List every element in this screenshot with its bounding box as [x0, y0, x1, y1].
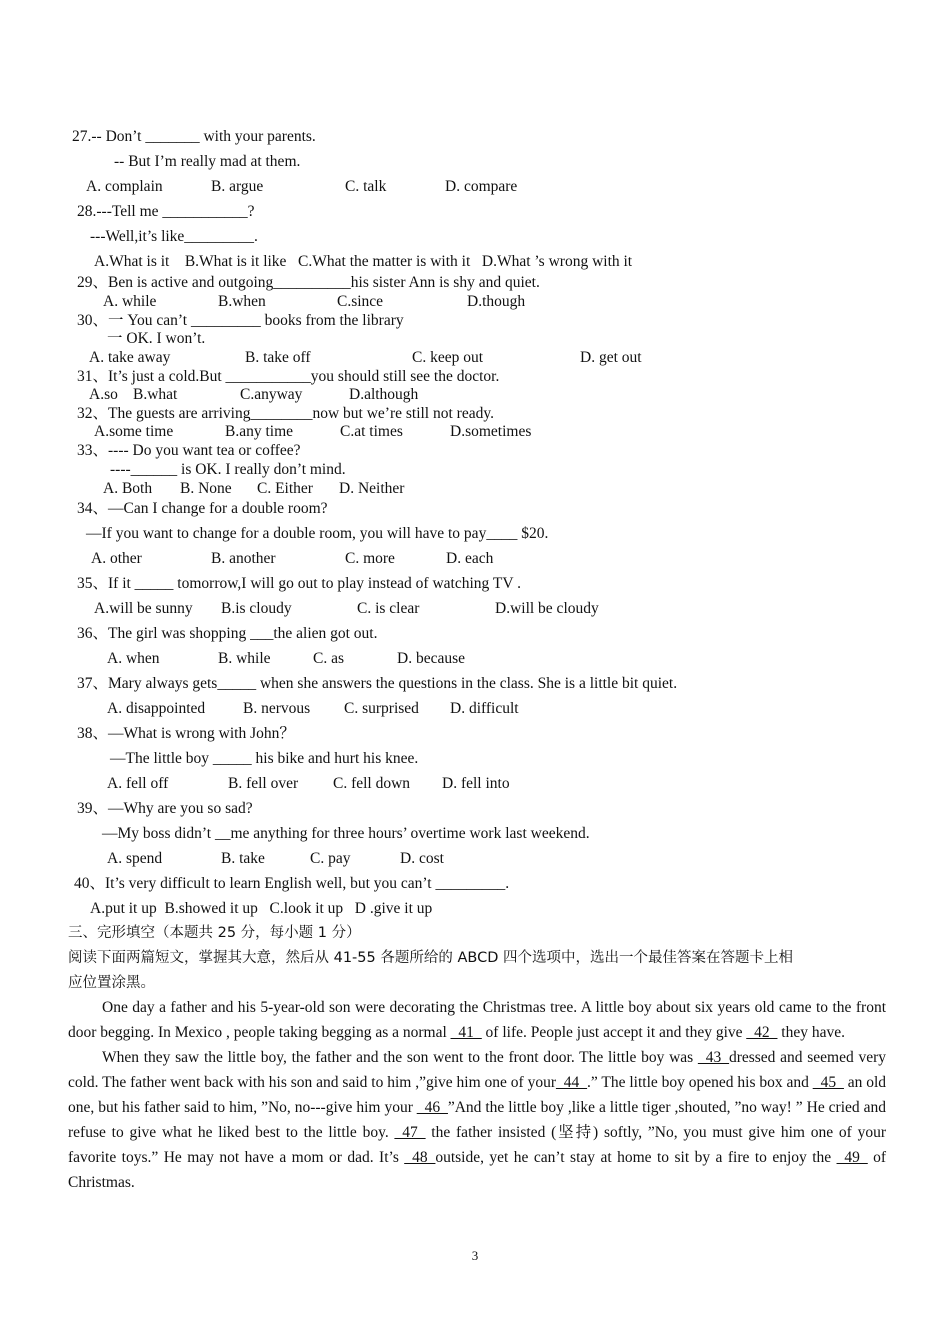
q37-option-b: B. nervous [243, 700, 311, 717]
q35-option-b: B.is cloudy [221, 600, 292, 617]
q40-stem: 40、It’s very difficult to learn English well, but you can’t _________. [74, 875, 510, 892]
q28-options: A.What is it B.What is it like C.What the matter is with it D.What ’s wrong with it [94, 253, 633, 270]
q29-option-d: D.though [467, 293, 526, 310]
q27-option-d: D. compare [445, 178, 518, 195]
q31-option-c: C.anyway [240, 386, 303, 403]
q27-option-b: B. argue [211, 178, 264, 195]
q37-option-c: C. surprised [344, 700, 419, 717]
q40-options: A.put it up B.showed it up C.look it up D .give it up [90, 900, 433, 917]
section3-instruction-line1: 阅读下面两篇短文，掌握其大意，然后从 41-55 各题所给的 ABCD 四个选项中，选出一个最佳答案在答题卡上相 [68, 950, 793, 966]
q33-reply: ----______ is OK. I really don’t mind. [110, 461, 346, 478]
q36-option-d: D. because [397, 650, 465, 667]
q31-option-a: A.so [89, 386, 118, 403]
q37-option-d: D. difficult [450, 700, 519, 717]
q39-option-d: D. cost [400, 850, 444, 867]
q39-stem: 39、—Why are you so sad? [77, 800, 253, 817]
q32-option-b: B.any time [225, 423, 294, 440]
blank-44: _44_ [556, 1074, 588, 1091]
q31-option-d: D.although [349, 386, 419, 403]
q31-option-b: B.what [133, 386, 178, 403]
blank-48: _48_ [404, 1149, 436, 1166]
q39-option-a: A. spend [107, 850, 163, 867]
q34-stem: 34、—Can I change for a double room? [77, 500, 328, 517]
q36-option-b: B. while [218, 650, 271, 667]
q32-option-d: D.sometimes [450, 423, 532, 440]
page-number: 3 [471, 1248, 479, 1263]
blank-41: _41_ [450, 1024, 482, 1041]
q31-stem: 31、It’s just a cold.But ___________you should still see the doctor. [77, 368, 500, 385]
q34-option-d: D. each [446, 550, 494, 567]
q29-option-c: C.since [337, 293, 384, 310]
blank-49: _49_ [836, 1149, 868, 1166]
q38-reply: —The little boy _____ his bike and hurt his knee. [110, 750, 419, 767]
q29-stem: 29、Ben is active and outgoing__________his sister Ann is shy and quiet. [77, 274, 540, 291]
q35-stem: 35、If it _____ tomorrow,I will go out to play instead of watching TV . [77, 575, 521, 592]
blank-42: _42_ [746, 1024, 778, 1041]
q33-option-c: C. Either [257, 480, 313, 497]
q27-option-c: C. talk [345, 178, 387, 195]
q36-option-a: A. when [107, 650, 160, 667]
q38-option-b: B. fell over [228, 775, 299, 792]
q33-option-d: D. Neither [339, 480, 405, 497]
q27-reply: -- But I’m really mad at them. [114, 153, 301, 170]
q28-reply: ---Well,it’s like_________. [90, 228, 258, 245]
section3-heading: 三、完形填空（本题共 25 分，每小题 1 分） [68, 925, 361, 941]
q39-option-c: C. pay [310, 850, 351, 867]
q32-stem: 32、The guests are arriving________now but we’re still not ready. [77, 405, 494, 422]
q38-option-d: D. fell into [442, 775, 510, 792]
q35-option-c: C. is clear [357, 600, 420, 617]
q30-option-c: C. keep out [412, 349, 484, 366]
q28-stem: 28.---Tell me ___________? [77, 203, 255, 220]
blank-45: _45_ [812, 1074, 844, 1091]
cloze-passage [68, 995, 886, 1195]
q34-option-c: C. more [345, 550, 395, 567]
passage-paragraph-1: One day a father and his 5-year-old son were decorating the Christmas tree. A little boy about six years old came to the front door begging. In Mexico , people taking begging as a normal _41_ of life. People just accept it and they give _42_ they have. [68, 999, 886, 1041]
q38-stem: 38、—What is wrong with John？ [77, 725, 295, 742]
q32-option-a: A.some time [94, 423, 174, 440]
q30-stem: 30、一 You can’t _________ books from the library [77, 312, 404, 329]
q34-option-b: B. another [211, 550, 276, 567]
q38-option-a: A. fell off [107, 775, 169, 792]
q33-option-b: B. None [180, 480, 232, 497]
q39-reply: —My boss didn’t __me anything for three hours’ overtime work last weekend. [102, 825, 590, 842]
q35-option-d: D.will be cloudy [495, 600, 599, 617]
q27-stem: 27.-- Don’t _______ with your parents. [72, 128, 316, 145]
q34-option-a: A. other [91, 550, 142, 567]
blank-46: _46_ [416, 1099, 448, 1116]
q32-option-c: C.at times [340, 423, 403, 440]
q30-option-a: A. take away [89, 349, 171, 366]
q36-stem: 36、The girl was shopping ___the alien got out. [77, 625, 378, 642]
passage-paragraph-2: When they saw the little boy, the father and the son went to the front door. The little boy was _43_dressed and seemed very cold. The father went back with his son and said to him ,”give him one of your_44_.” The little boy opened his box and _45_ an old one, but his father said to him, ”No, no---give him your _46_”And the little boy ,like a little tiger ,shouted, ”no way! ” He cried and refuse to give what he liked best to the little boy. _47_ the father insisted (坚持) softly, ”No, you must give him one of your favorite toys.” He may not have a mom or dad. It’s _48_outside, yet he can’t stay at home to sit by a fire to enjoy the _49_ of Christmas. [68, 1049, 887, 1191]
blank-43: _43_ [697, 1049, 729, 1066]
q39-option-b: B. take [221, 850, 265, 867]
q36-option-c: C. as [313, 650, 344, 667]
q27-option-a: A. complain [86, 178, 163, 195]
q30-option-d: D. get out [580, 349, 642, 366]
q30-option-b: B. take off [245, 349, 311, 366]
q37-stem: 37、Mary always gets_____ when she answers the questions in the class. She is a little bit quiet. [77, 675, 678, 692]
blank-47: _47_ [394, 1124, 426, 1141]
q33-option-a: A. Both [103, 480, 153, 497]
q29-option-a: A. while [103, 293, 157, 310]
section3-instruction-line2: 应位置涂黑。 [68, 975, 155, 991]
q29-option-b: B.when [218, 293, 266, 310]
q34-reply: —If you want to change for a double room, you will have to pay____ $20. [86, 525, 549, 542]
q38-option-c: C. fell down [333, 775, 411, 792]
q35-option-a: A.will be sunny [94, 600, 193, 617]
q37-option-a: A. disappointed [107, 700, 206, 717]
q30-reply: 一 OK. I won’t. [107, 330, 206, 347]
q33-stem: 33、---- Do you want tea or coffee? [77, 442, 301, 459]
